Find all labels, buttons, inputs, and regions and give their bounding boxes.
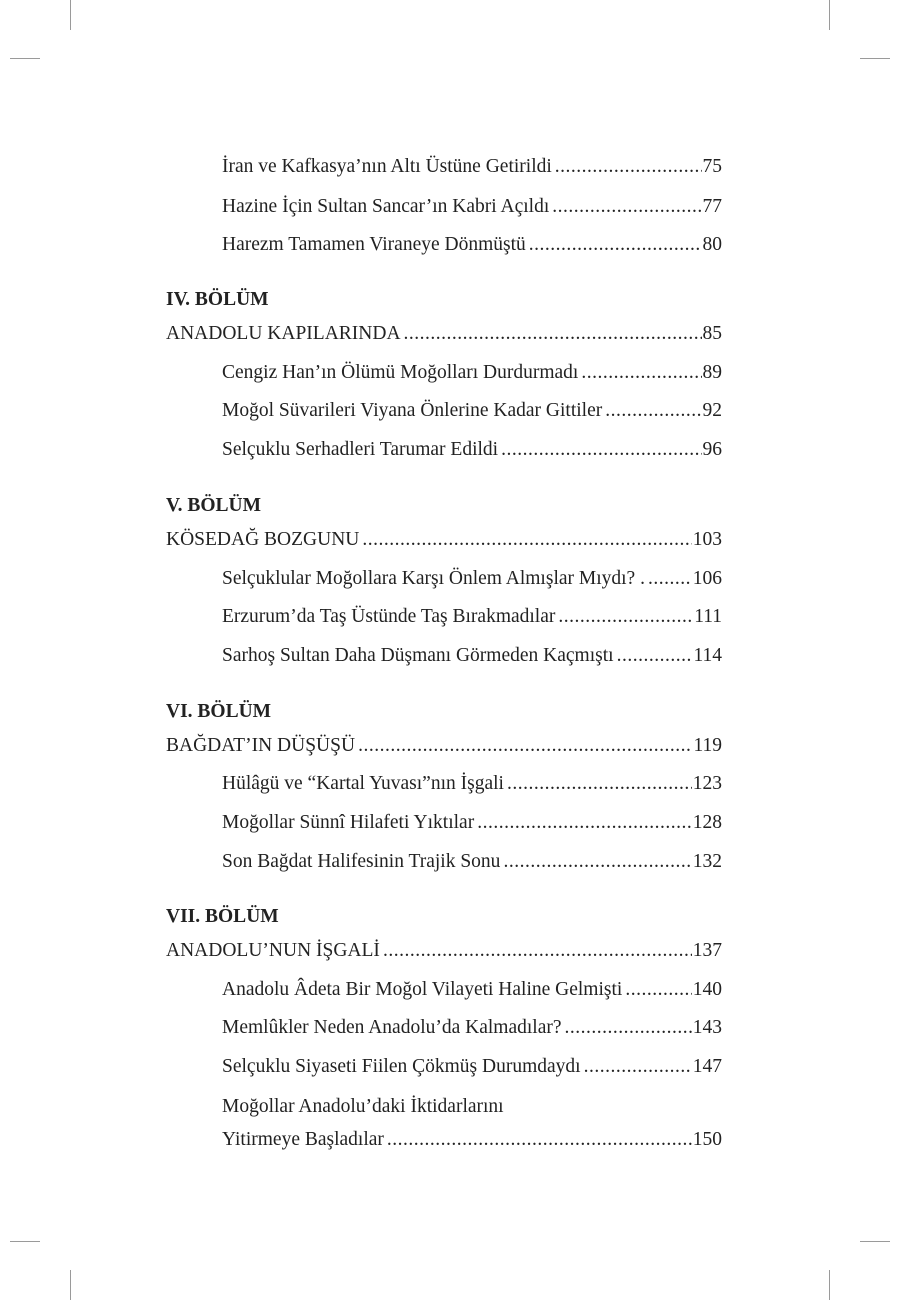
section-title: Moğol Süvarileri Viyana Önlerine Kadar Gittiler	[222, 400, 603, 421]
dot-leader	[358, 733, 692, 759]
dot-leader	[558, 604, 693, 630]
section-title-line2: Yitirmeye Başladılar	[222, 1129, 384, 1150]
toc-section-entry	[222, 771, 722, 797]
page-number: 96	[702, 439, 722, 460]
page-number: 123	[692, 773, 722, 794]
section-title: Erzurum’da Taş Üstünde Taş Bırakmadılar	[222, 606, 556, 627]
toc-chapter-entry	[166, 733, 722, 759]
chapter-title: KÖSEDAĞ BOZGUNU	[166, 529, 360, 550]
toc-chapter-entry	[166, 938, 722, 964]
section-title-line1: Moğollar Anadolu’daki İktidarlarını	[222, 1096, 504, 1117]
toc-section-entry	[222, 977, 722, 1003]
dot-leader	[555, 154, 702, 180]
toc-section-entry	[222, 360, 722, 386]
section-title: Anadolu Âdeta Bir Moğol Vilayeti Haline Gelmişti	[222, 979, 623, 1000]
dot-leader	[648, 566, 692, 592]
dot-leader	[501, 437, 701, 463]
dot-leader	[617, 643, 693, 669]
section-title: Hazine İçin Sultan Sancar’ın Kabri Açıldı	[222, 196, 550, 217]
page-number: 75	[702, 156, 722, 177]
dot-leader	[605, 398, 701, 424]
section-title: Selçuklu Serhadleri Tarumar Edildi	[222, 439, 499, 460]
section-title: Son Bağdat Halifesinin Trajik Sonu	[222, 851, 501, 872]
section-title: Harezm Tamamen Viraneye Dönmüştü	[222, 234, 526, 255]
toc-section-entry	[222, 437, 722, 463]
dot-leader	[387, 1127, 692, 1153]
toc-section-entry	[222, 566, 722, 592]
page-number: 140	[692, 979, 722, 1000]
section-title: Moğollar Sünnî Hilafeti Yıktılar	[222, 812, 475, 833]
dot-leader	[581, 360, 701, 386]
toc-section-entry	[222, 154, 722, 180]
page-number: 150	[692, 1129, 722, 1150]
section-title: Memlûkler Neden Anadolu’da Kalmadılar?	[222, 1017, 562, 1038]
chapter-title: ANADOLU’NUN İŞGALİ	[166, 940, 380, 961]
page-number: 119	[693, 735, 722, 756]
section-title: Sarhoş Sultan Daha Düşmanı Görmeden Kaçmıştı	[222, 645, 614, 666]
section-title: Selçuklular Moğollara Karşı Önlem Almışlar Mıydı? .	[222, 568, 645, 589]
chapter-title: ANADOLU KAPILARINDA	[166, 323, 401, 344]
dot-leader	[503, 849, 691, 875]
chapter-title: BAĞDAT’IN DÜŞÜŞÜ	[166, 735, 356, 756]
toc-section-entry	[222, 194, 722, 220]
page-number: 77	[702, 196, 722, 217]
chapter-heading: VI. BÖLÜM	[166, 701, 272, 722]
page-number: 114	[693, 645, 722, 666]
page-number: 106	[692, 568, 722, 589]
page-number: 132	[692, 851, 722, 872]
toc-section-entry	[222, 643, 722, 669]
dot-leader	[477, 810, 692, 836]
page-number: 89	[702, 362, 722, 383]
dot-leader	[584, 1054, 692, 1080]
page-number: 137	[692, 940, 722, 961]
chapter-heading: VII. BÖLÜM	[166, 906, 279, 927]
toc-section-entry	[222, 604, 722, 630]
toc-section-entry	[222, 810, 722, 836]
dot-leader	[625, 977, 691, 1003]
dot-leader	[529, 232, 702, 258]
chapter-heading: IV. BÖLÜM	[166, 289, 269, 310]
toc-section-entry	[222, 1015, 722, 1041]
toc-section-entry	[222, 398, 722, 424]
toc-section-entry	[222, 232, 722, 258]
section-title: Hülâgü ve “Kartal Yuvası”nın İşgali	[222, 773, 504, 794]
dot-leader	[552, 194, 701, 220]
page-number: 128	[692, 812, 722, 833]
section-title: İran ve Kafkasya’nın Altı Üstüne Getirildi	[222, 156, 552, 177]
toc-section-entry	[222, 1127, 722, 1153]
toc-section-entry	[222, 849, 722, 875]
page-number: 111	[694, 606, 722, 627]
toc-section-entry	[222, 1054, 722, 1080]
page-number: 103	[692, 529, 722, 550]
dot-leader	[383, 938, 692, 964]
dot-leader	[565, 1015, 692, 1041]
chapter-heading: V. BÖLÜM	[166, 495, 261, 516]
page-number: 143	[692, 1017, 722, 1038]
section-title: Selçuklu Siyaseti Fiilen Çökmüş Durumdaydı	[222, 1056, 581, 1077]
dot-leader	[507, 771, 692, 797]
page-number: 92	[702, 400, 722, 421]
toc-chapter-entry	[166, 321, 722, 347]
toc-chapter-entry	[166, 527, 722, 553]
page-number: 147	[692, 1056, 722, 1077]
section-title: Cengiz Han’ın Ölümü Moğolları Durdurmadı	[222, 362, 579, 383]
dot-leader	[362, 527, 691, 553]
dot-leader	[404, 321, 702, 347]
page-number: 85	[702, 323, 722, 344]
page-number: 80	[702, 234, 722, 255]
